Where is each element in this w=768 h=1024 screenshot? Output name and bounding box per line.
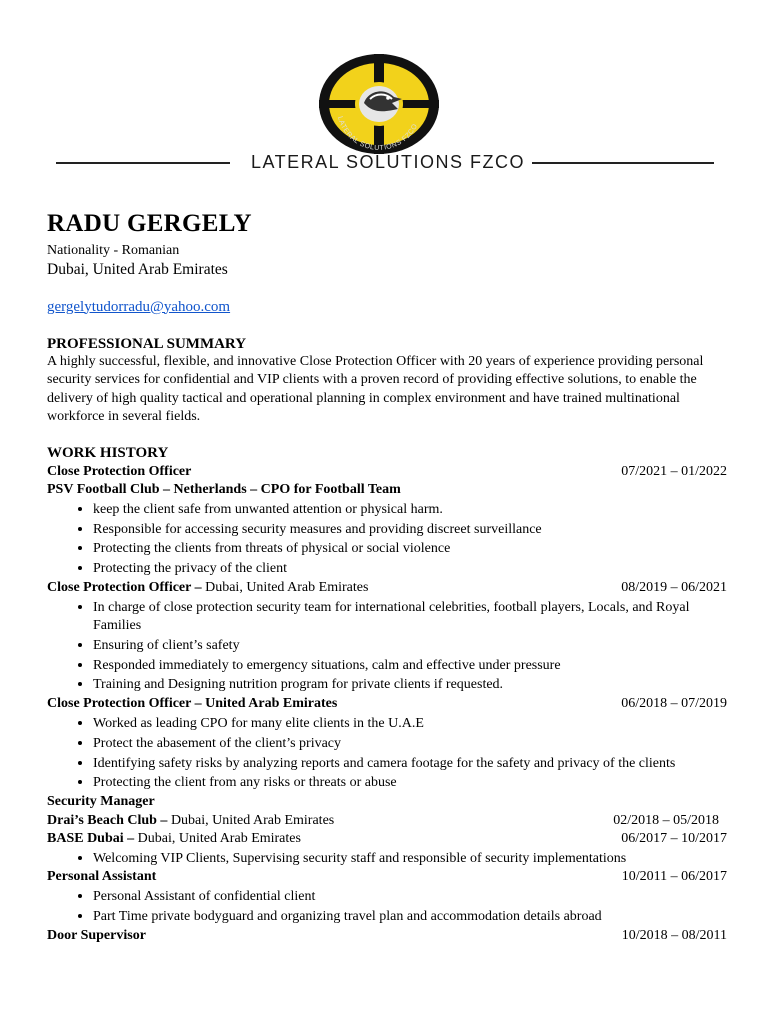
venue-group xyxy=(47,812,334,830)
job-place: Dubai, United Arab Emirates xyxy=(201,579,369,595)
job-bullets xyxy=(47,500,727,579)
list-item: • Protecting the clients from threats of physical or social violence xyxy=(93,539,727,558)
list-item: • Welcoming VIP Clients, Supervising security staff and responsible of security implementations xyxy=(93,849,727,868)
header-rule-right xyxy=(532,162,714,164)
location: Dubai, United Arab Emirates xyxy=(47,261,228,279)
candidate-name: RADU GERGELY xyxy=(47,210,252,237)
resume-body xyxy=(47,208,727,945)
company-logo xyxy=(318,53,440,155)
job-row xyxy=(47,812,727,830)
list-item: • Responsible for accessing security measures and providing discreet surveillance xyxy=(93,520,727,539)
list-item: • keep the client safe from unwanted attention or physical harm. xyxy=(93,500,727,519)
job-row xyxy=(47,463,727,481)
job-row xyxy=(47,868,727,886)
job-bullets xyxy=(47,887,727,926)
venue-place: Dubai, United Arab Emirates xyxy=(134,830,301,846)
summary-heading: PROFESSIONAL SUMMARY xyxy=(47,335,247,352)
job-title: Door Supervisor xyxy=(47,927,146,943)
job-dates: 07/2021 – 01/2022 xyxy=(621,463,727,479)
job-subtitle: PSV Football Club – Netherlands – CPO for Football Team xyxy=(47,481,401,497)
job-title: Security Manager xyxy=(47,794,155,810)
job-bullets xyxy=(47,714,727,793)
company-header xyxy=(56,150,714,174)
job-row xyxy=(47,830,727,848)
list-item: • In charge of close protection security team for international celebrities, football players, Locals, and Royal Families xyxy=(93,598,727,636)
job-row xyxy=(47,695,727,713)
header-rule-left xyxy=(56,162,230,164)
logo-text: LATERAL SOLUTIONS FZCO xyxy=(336,115,420,152)
job-dates: 06/2017 – 10/2017 xyxy=(621,830,727,846)
company-name: LATERAL SOLUTIONS FZCO xyxy=(250,152,526,172)
job-dates: 08/2019 – 06/2021 xyxy=(621,579,727,595)
list-item: • Worked as leading CPO for many elite clients in the U.A.E xyxy=(93,714,727,733)
list-item: • Responded immediately to emergency situations, calm and effective under pressure xyxy=(93,656,727,675)
job-title: Close Protection Officer xyxy=(47,463,192,479)
list-item: • Part Time private bodyguard and organizing travel plan and accommodation details abroad xyxy=(93,907,727,926)
job-title: Close Protection Officer – United Arab Emirates xyxy=(47,696,338,712)
job-row xyxy=(47,927,727,945)
list-item: • Ensuring of client’s safety xyxy=(93,636,727,655)
summary-text: A highly successful, flexible, and innovative Close Protection Officer with 20 years of experience providing personal security services for confidential and VIP clients with a proven record of providing effective solutions, to enable the delivery of high quality tactical and operational planning in complex environment and have trained multinational workforce in several fields. xyxy=(47,354,704,425)
email-link[interactable]: gergelytudorradu@yahoo.com xyxy=(47,298,231,315)
job-title: Close Protection Officer – xyxy=(47,579,202,595)
list-item: • Identifying safety risks by analyzing reports and camera footage for the safety and privacy of the clients xyxy=(93,754,727,773)
list-item: • Training and Designing nutrition program for private clients if requested. xyxy=(93,675,727,694)
list-item: • Protecting the privacy of the client xyxy=(93,559,727,578)
work-heading: WORK HISTORY xyxy=(47,445,169,462)
job-dates: 10/2011 – 06/2017 xyxy=(621,869,727,885)
job-title-group xyxy=(47,579,368,597)
job-bullets xyxy=(47,598,727,695)
venue-place: Dubai, United Arab Emirates xyxy=(167,812,335,828)
list-item: • Protect the abasement of the client’s privacy xyxy=(93,734,727,753)
venue-group xyxy=(47,830,301,848)
list-item: • Protecting the client from any risks or threats or abuse xyxy=(93,773,727,792)
job-dates: 02/2018 – 05/2018 xyxy=(613,812,719,828)
job-dates: 06/2018 – 07/2019 xyxy=(621,696,727,712)
job-row xyxy=(47,579,727,597)
nationality: Nationality - Romanian xyxy=(47,243,180,258)
job-title: Personal Assistant xyxy=(47,869,157,885)
list-item: • Personal Assistant of confidential client xyxy=(93,887,727,906)
venue-name: Drai’s Beach Club – xyxy=(47,812,168,828)
job-bullets xyxy=(47,849,727,868)
venue-name: BASE Dubai – xyxy=(47,830,135,846)
job-dates: 10/2018 – 08/2011 xyxy=(621,927,727,943)
